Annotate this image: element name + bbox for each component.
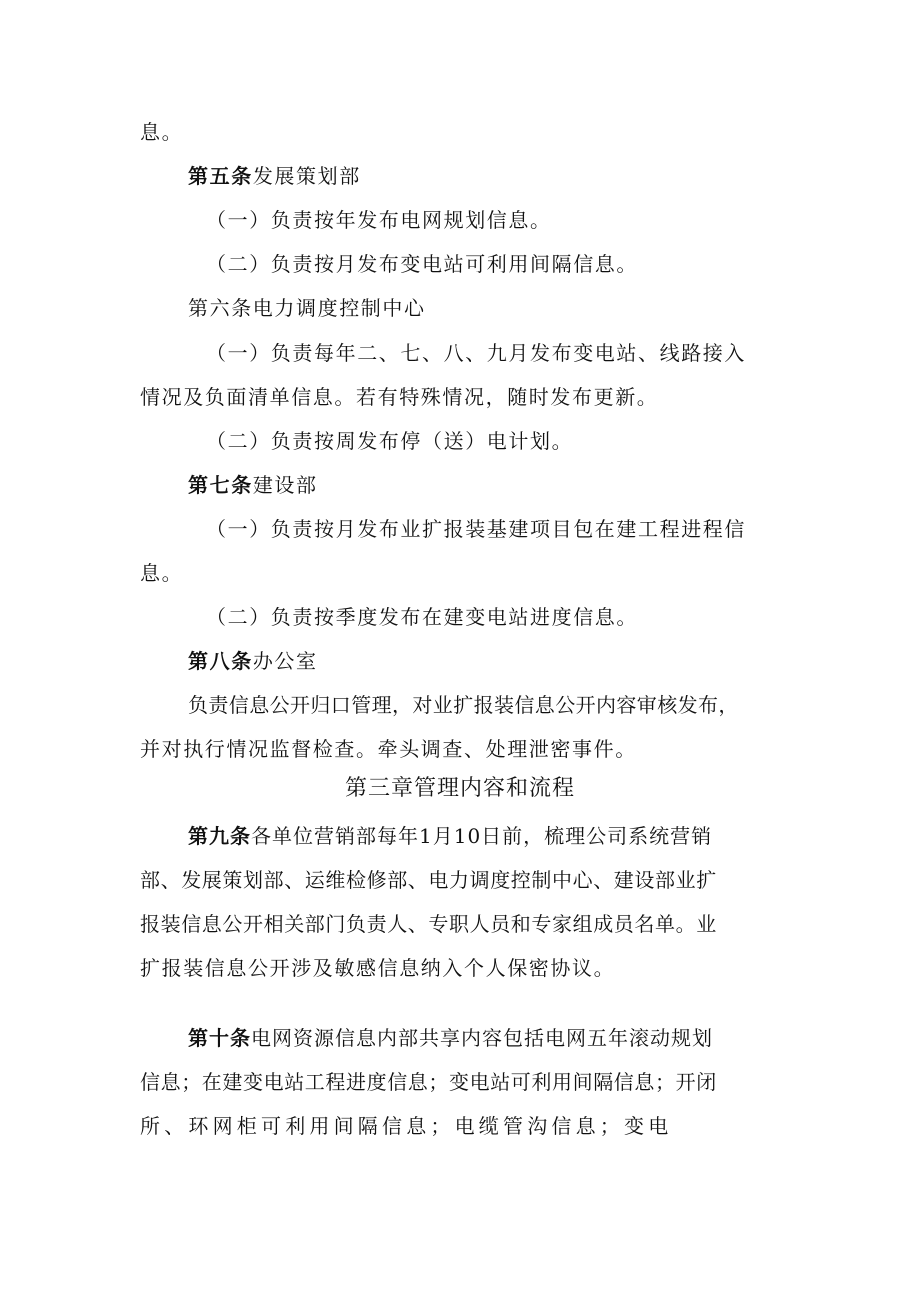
text-line: 负责信息公开归口管理，对业扩报装信息公开内容审核发布，	[188, 693, 739, 717]
article-label: 第八条	[188, 649, 253, 673]
article-7-heading	[188, 471, 788, 499]
list-item: （二）负责按季度发布在建变电站进度信息。	[206, 605, 638, 629]
article-6-heading: 第六条电力调度控制中心	[188, 296, 426, 320]
list-item: （二）负责按月发布变电站可利用间隔信息。	[206, 252, 638, 276]
article-title: 发展策划部	[252, 164, 361, 188]
article-text: 电网资源信息内部共享内容包括电网五年滚动规划	[251, 1026, 713, 1050]
text-line: 并对执行情况监督检查。牵头调查、处理泄密事件。	[140, 737, 637, 761]
list-item: （一）负责按年发布电网规划信息。	[206, 208, 552, 232]
list-item: （二）负责按周发布停（送）电计划。	[206, 429, 574, 453]
chapter-heading: 第三章管理内容和流程	[344, 776, 575, 801]
text-line: 息。	[140, 120, 184, 144]
text-line: 息。	[140, 561, 184, 585]
article-8-heading	[188, 647, 788, 675]
article-9-first-line	[188, 822, 788, 850]
list-item: （一）负责每年二、七、八、九月发布变电站、线路接入	[206, 341, 746, 365]
article-title: 办公室	[252, 649, 318, 673]
text-line: 报装信息公开相关部门负责人、专职人员和专家组成员名单。业	[140, 912, 717, 936]
article-text: 各单位营销部每年1月10日前，梳理公司系统营销	[251, 824, 713, 848]
text-line: 信息；在建变电站工程进度信息；变电站可利用间隔信息；开闭	[140, 1070, 717, 1094]
article-10-first-line	[188, 1024, 788, 1052]
text-line: 所、环网柜可利用间隔信息；电缆管沟信息；变电	[140, 1114, 673, 1138]
article-label: 第七条	[188, 473, 253, 497]
article-label: 第十条	[188, 1026, 251, 1050]
list-item: （一）负责按月发布业扩报装基建项目包在建工程进程信	[206, 517, 746, 541]
text-line: 扩报装信息公开涉及敏感信息纳入个人保密协议。	[140, 956, 616, 980]
text-line: 部、发展策划部、运维检修部、电力调度控制中心、建设部业扩	[140, 868, 717, 892]
article-title: 建设部	[252, 473, 318, 497]
article-label: 第九条	[188, 824, 251, 848]
text-line: 情况及负面清单信息。若有特殊情况，随时发布更新。	[140, 385, 659, 409]
article-label: 第五条	[188, 164, 253, 188]
article-5-heading	[188, 162, 788, 190]
